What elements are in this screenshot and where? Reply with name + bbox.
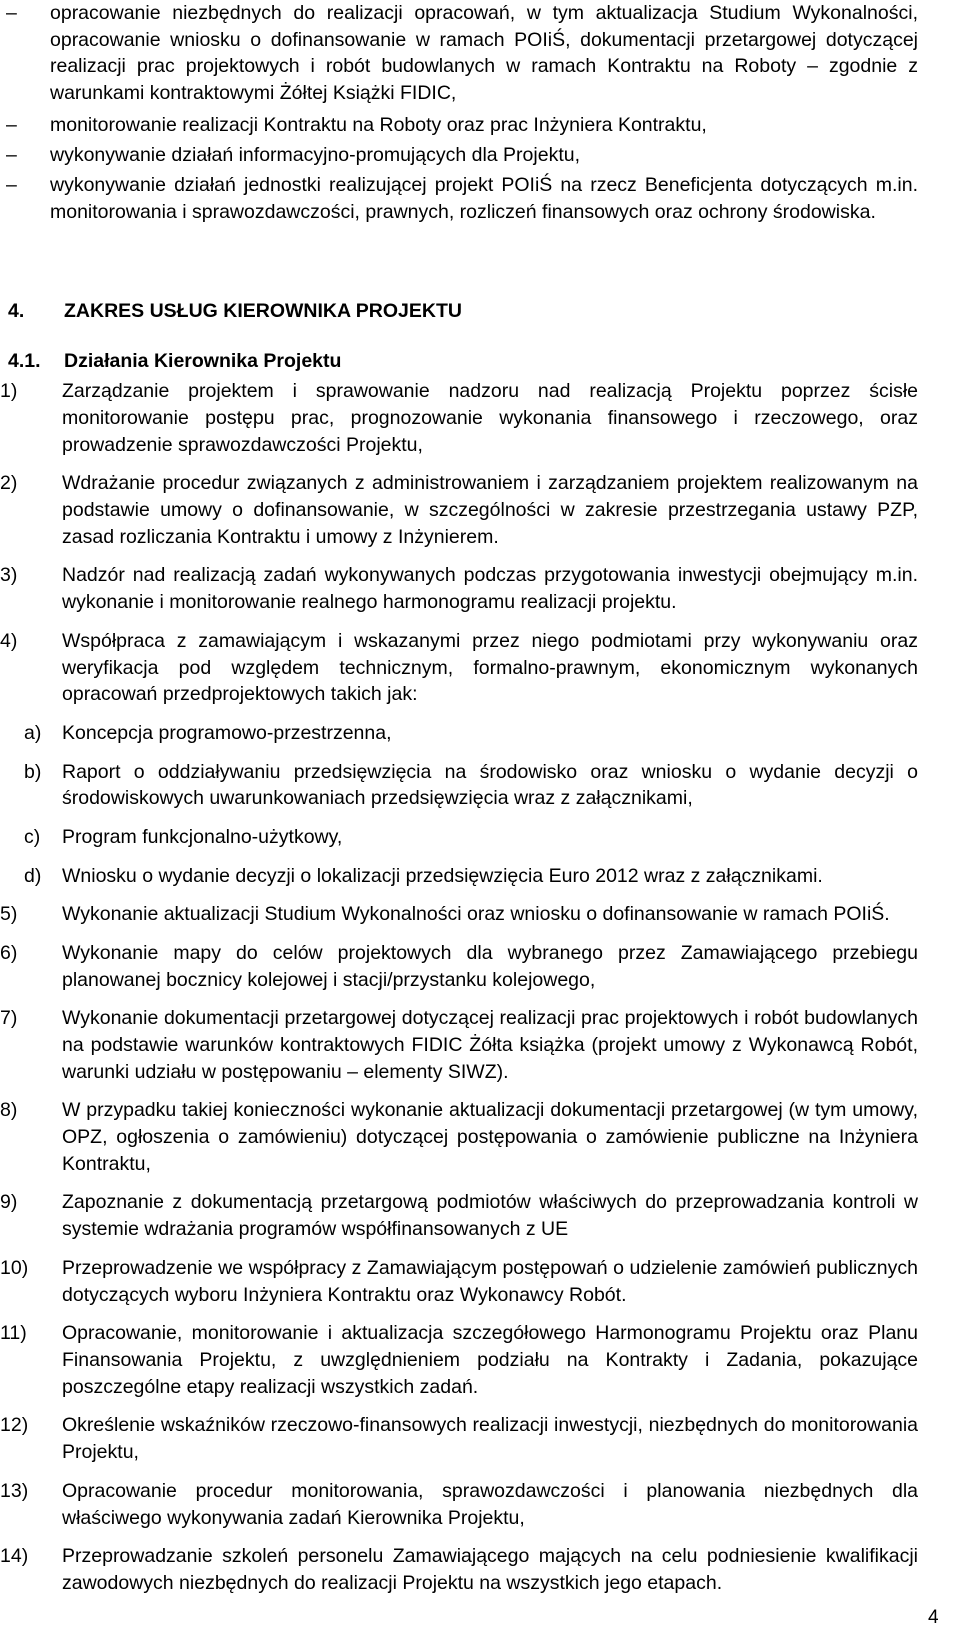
- numbered-list: [0, 378, 960, 1609]
- list-item: [0, 470, 960, 550]
- item-text: Zarządzanie projektem i sprawowanie nadzoru nad realizacją Projektu poprzez ścisłe monitorowanie postępu prac, prognozowanie wykonania finansowego i rzeczowego, oraz prowadzenie sprawozdawczości Projektu,: [62, 380, 918, 456]
- item-number: 7): [0, 1007, 18, 1030]
- sub-item-letter: d): [24, 864, 42, 887]
- item-text: Zapoznanie z dokumentacją przetargową podmiotów właściwych do przeprowadzania kontroli w systemie wdrażania programów współfinansowanych z UE: [62, 1191, 918, 1241]
- list-item: [0, 1412, 960, 1466]
- sub-list-item: [0, 863, 960, 890]
- item-number: 5): [0, 903, 18, 926]
- subsection-number: 4.1.: [8, 350, 41, 372]
- item-number: 2): [0, 472, 18, 495]
- item-number: 3): [0, 564, 18, 587]
- item-number: 12): [0, 1414, 29, 1437]
- item-text: Wykonanie aktualizacji Studium Wykonalności oraz wniosku o dofinansowanie w ramach POIiŚ.: [62, 903, 890, 926]
- item-number: 9): [0, 1191, 18, 1214]
- item-text: Opracowanie, monitorowanie i aktualizacja szczegółowego Harmonogramu Projektu oraz Planu Finansowania Projektu, z uwzględnieniem podziału na Kontrakty i Zadania, pokazujące poszczególne etapy realizacji wszystkich zadań.: [62, 1322, 918, 1398]
- list-item: [0, 1478, 960, 1532]
- section-title: ZAKRES USŁUG KIEROWNIKA PROJEKTU: [64, 300, 462, 322]
- dash-marker: –: [6, 2, 17, 24]
- item-text: Wykonanie dokumentacji przetargowej dotyczącej realizacji prac projektowych i robót budowlanych na podstawie warunków kontraktowych FIDIC Żółta książka (projekt umowy z Wykonawcą Robót, warunki udziału w postępowaniu – elementy SIWZ).: [62, 1007, 918, 1083]
- sub-item-letter: b): [24, 760, 42, 783]
- list-item: [0, 1255, 960, 1309]
- sub-list-item: [0, 824, 960, 851]
- item-number: 1): [0, 380, 18, 402]
- item-text: Wykonanie mapy do celów projektowych dla wybranego przez Zamawiającego przebiegu planowanej bocznicy kolejowej i stacji/przystanku kolejowego,: [62, 941, 918, 991]
- list-item: [0, 1097, 960, 1177]
- item-text: Przeprowadzenie we współpracy z Zamawiającym postępowań o udzielenie zamówień publicznych dotyczących wyboru Inżyniera Kontraktu oraz Wykonawcy Robót.: [62, 1256, 918, 1306]
- section-heading: [8, 300, 462, 323]
- item-text: Opracowanie procedur monitorowania, sprawozdawczości i planowania niezbędnych dla właściwego wykonywania zadań Kierownika Projektu,: [62, 1479, 918, 1529]
- item-number: 11): [0, 1322, 27, 1345]
- list-item: [0, 940, 960, 994]
- item-number: 10): [0, 1256, 29, 1279]
- dash-item-text: opracowanie niezbędnych do realizacji opracowań, w tym aktualizacja Studium Wykonalności, opracowanie wniosku o dofinansowanie w ramach POIiŚ, dokumentacji przetargowej dotyczącej realizacji prac projektowych i robót budowlanych w ramach Kontraktu na Roboty – zgodnie z warunkami kontraktowymi Żółtej Książki FIDIC,: [50, 2, 918, 104]
- section-number: 4.: [8, 300, 25, 322]
- dash-item-text: monitorowanie realizacji Kontraktu na Roboty oraz prac Inżyniera Kontraktu,: [50, 114, 707, 136]
- dash-item-text: wykonywanie działań jednostki realizującej projekt POIiŚ na rzecz Beneficjenta dotyczących m.in. monitorowania i sprawozdawczości, prawnych, rozliczeń finansowych oraz ochrony środowiska.: [50, 174, 918, 223]
- item-text: Przeprowadzanie szkoleń personelu Zamawiającego mających na celu podniesienie kwalifikacji zawodowych niezbędnych do realizacji Projektu na wszystkich jego etapach.: [62, 1545, 918, 1595]
- sub-item-text: Raport o oddziaływaniu przedsięwzięcia na środowisko oraz wniosku o wydanie decyzji o środowiskowych uwarunkowaniach przedsięwzięcia wraz z załącznikami,: [62, 760, 918, 810]
- page-number: 4: [928, 1607, 939, 1628]
- item-text: Wdrażanie procedur związanych z administrowaniem i zarządzaniem projektem realizowanym na podstawie umowy o dofinansowanie, w szczególności w zakresie przestrzegania ustawy PZP, zasad rozliczania Kontraktu i umowy z Inżynierem.: [62, 472, 918, 548]
- item-number: 14): [0, 1545, 29, 1568]
- sub-list-item: [0, 759, 960, 813]
- sub-list-item: [0, 720, 960, 747]
- dash-item: [0, 142, 960, 169]
- item-text: W przypadku takiej konieczności wykonanie aktualizacji dokumentacji przetargowej (w tym umowy, OPZ, ogłoszenia o zamówieniu) dotyczącej postępowania o zamówienie publiczne na Inżyniera Kontraktu,: [62, 1099, 918, 1175]
- item-text: Współpraca z zamawiającym i wskazanymi przez niego podmiotami przy wykonywaniu oraz weryfikacja pod względem technicznym, formalno-prawnym, ekonomicznym wykonanych opracowań przedprojektowych takich jak:: [62, 629, 918, 706]
- list-item: [0, 562, 960, 616]
- dash-marker: –: [6, 174, 17, 196]
- list-item: [0, 901, 960, 928]
- item-number: 8): [0, 1099, 18, 1122]
- subsection-heading: [8, 350, 341, 373]
- dash-marker: –: [6, 114, 17, 136]
- list-item: [0, 1543, 960, 1597]
- sub-item-text: Wniosku o wydanie decyzji o lokalizacji przedsięwzięcia Euro 2012 wraz z załącznikami.: [62, 864, 823, 887]
- list-item: [0, 1189, 960, 1243]
- sub-item-letter: a): [24, 721, 42, 744]
- list-item: [0, 378, 960, 458]
- list-item: [0, 1320, 960, 1400]
- dash-item-text: wykonywanie działań informacyjno-promujących dla Projektu,: [50, 144, 580, 166]
- sub-item-text: Koncepcja programowo-przestrzenna,: [62, 721, 392, 744]
- sub-item-text: Program funkcjonalno-użytkowy,: [62, 825, 343, 848]
- dash-item: [0, 112, 960, 139]
- dash-marker: –: [6, 144, 17, 166]
- item-number: 4): [0, 629, 18, 652]
- list-item: [0, 1005, 960, 1085]
- item-text: Określenie wskaźników rzeczowo-finansowych realizacji inwestycji, niezbędnych do monitorowania Projektu,: [62, 1414, 918, 1464]
- dash-item: [0, 0, 960, 106]
- item-number: 6): [0, 941, 18, 964]
- sub-item-letter: c): [24, 825, 41, 848]
- list-item: [0, 628, 960, 708]
- subsection-title: Działania Kierownika Projektu: [64, 350, 342, 372]
- dash-item: [0, 172, 960, 225]
- item-number: 13): [0, 1479, 29, 1502]
- item-text: Nadzór nad realizacją zadań wykonywanych podczas przygotowania inwestycji obejmujący m.in. wykonanie i monitorowanie realnego harmonogramu realizacji projektu.: [62, 564, 918, 614]
